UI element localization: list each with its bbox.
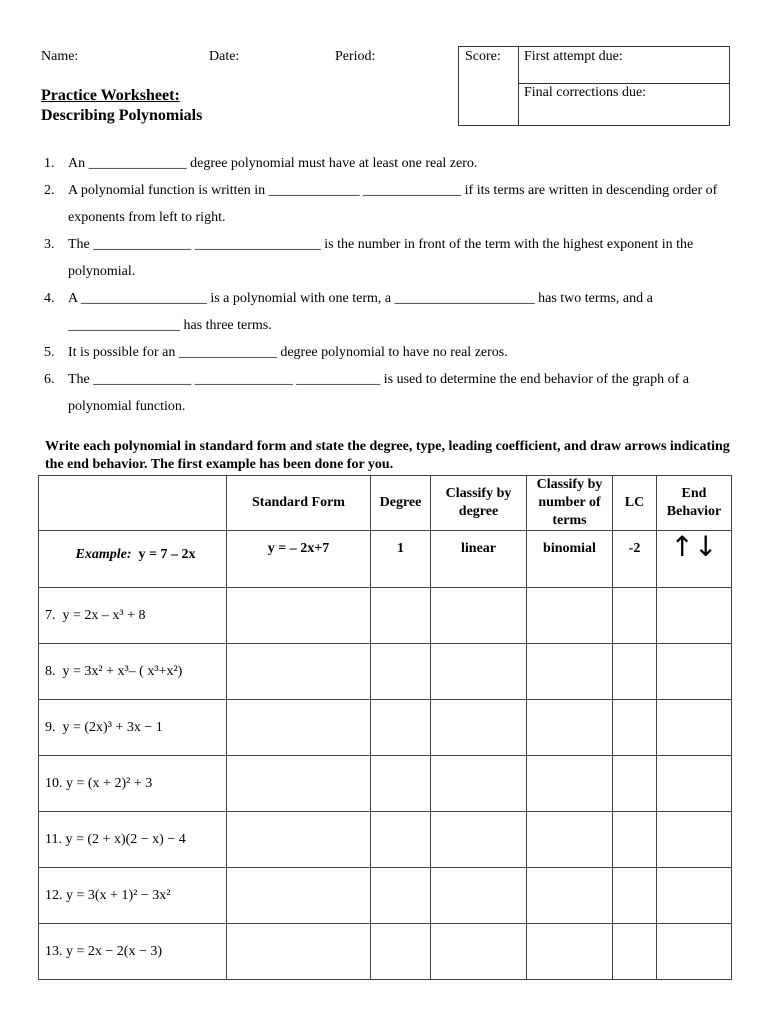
question-number: 3.	[44, 237, 55, 252]
example-row	[39, 531, 732, 588]
question-number: 4.	[44, 291, 55, 306]
example-degree: 1	[371, 531, 431, 588]
answer-cell[interactable]	[613, 588, 657, 644]
question-item	[41, 177, 731, 231]
answer-cell[interactable]	[431, 588, 527, 644]
row-expression	[39, 924, 227, 980]
answer-cell[interactable]	[527, 700, 613, 756]
period-label: Period:	[335, 49, 376, 64]
table-row	[39, 812, 732, 868]
row-expression	[39, 644, 227, 700]
answer-cell[interactable]	[431, 644, 527, 700]
row-poly: y = (x + 2)² + 3	[66, 775, 153, 791]
row-expression	[39, 868, 227, 924]
title-line-1: Practice Worksheet:	[41, 87, 180, 104]
answer-cell[interactable]	[227, 644, 371, 700]
question-number: 1.	[44, 156, 55, 171]
question-item	[41, 231, 731, 285]
answer-cell[interactable]	[657, 588, 732, 644]
answer-cell[interactable]	[527, 868, 613, 924]
answer-cell[interactable]	[613, 700, 657, 756]
first-attempt-cell	[518, 47, 729, 84]
answer-cell[interactable]	[657, 756, 732, 812]
example-standard-form: y = – 2x+7	[227, 531, 371, 588]
answer-cell[interactable]	[657, 924, 732, 980]
answer-cell[interactable]	[371, 588, 431, 644]
example-expression	[39, 531, 227, 588]
question-text: An ______________ degree polynomial must have at least one real zero.	[68, 156, 478, 171]
question-number: 6.	[44, 372, 55, 387]
row-expression	[39, 756, 227, 812]
row-number: 13.	[45, 943, 63, 959]
row-poly: y = 2x – x³ + 8	[62, 607, 146, 623]
answer-cell[interactable]	[613, 756, 657, 812]
row-expression	[39, 588, 227, 644]
row-expression	[39, 812, 227, 868]
answer-cell[interactable]	[431, 868, 527, 924]
answer-cell[interactable]	[371, 644, 431, 700]
row-number: 9.	[45, 719, 56, 735]
row-number: 12.	[45, 887, 63, 903]
example-end-behavior	[657, 531, 732, 588]
answer-cell[interactable]	[527, 588, 613, 644]
row-number: 8.	[45, 663, 56, 679]
table-row	[39, 588, 732, 644]
table-row	[39, 700, 732, 756]
final-corrections-label: Final corrections due:	[524, 85, 647, 100]
answer-cell[interactable]	[227, 812, 371, 868]
row-poly: y = (2x)³ + 3x − 1	[62, 719, 163, 735]
answer-cell[interactable]	[527, 756, 613, 812]
score-box	[458, 46, 730, 126]
answer-cell[interactable]	[227, 588, 371, 644]
row-poly: y = 2x − 2(x − 3)	[66, 943, 163, 959]
answer-cell[interactable]	[227, 700, 371, 756]
table-row	[39, 756, 732, 812]
answer-cell[interactable]	[371, 756, 431, 812]
answer-cell[interactable]	[527, 644, 613, 700]
date-label: Date:	[209, 49, 240, 64]
header-end-behavior: End Behavior	[657, 476, 732, 531]
answer-cell[interactable]	[657, 868, 732, 924]
question-number: 2.	[44, 183, 55, 198]
name-label: Name:	[41, 49, 79, 64]
answer-cell[interactable]	[613, 812, 657, 868]
question-item	[41, 285, 731, 339]
header-degree: Degree	[371, 476, 431, 531]
question-text: A __________________ is a polynomial with one term, a ____________________ has two terms, and a ________________ has three terms.	[68, 291, 653, 333]
example-classify-degree: linear	[431, 531, 527, 588]
row-number: 10.	[45, 775, 63, 791]
table-row	[39, 868, 732, 924]
answer-cell[interactable]	[657, 700, 732, 756]
answer-cell[interactable]	[527, 924, 613, 980]
table-instructions: Write each polynomial in standard form and state the degree, type, leading coefficient, and draw arrows indicating the end behavior. The first example has been done for you.	[45, 439, 730, 472]
header-lc: LC	[613, 476, 657, 531]
first-attempt-label: First attempt due:	[524, 49, 623, 64]
answer-cell[interactable]	[227, 868, 371, 924]
answer-cell[interactable]	[227, 756, 371, 812]
question-text: The ______________ __________________ is the number in front of the term with the highest exponent in the polynomial.	[68, 237, 694, 279]
score-label: Score:	[465, 49, 501, 64]
answer-cell[interactable]	[613, 644, 657, 700]
answer-cell[interactable]	[371, 812, 431, 868]
header-classify-terms: Classify by number of terms	[527, 476, 613, 531]
score-cell	[459, 47, 519, 125]
question-item	[41, 150, 731, 177]
question-text: The ______________ ______________ ____________ is used to determine the end behavior of the graph of a polynomial function.	[68, 372, 689, 414]
answer-cell[interactable]	[371, 924, 431, 980]
polynomial-table	[38, 475, 732, 980]
answer-cell[interactable]	[431, 924, 527, 980]
table-row	[39, 924, 732, 980]
example-classify-terms: binomial	[527, 531, 613, 588]
answer-cell[interactable]	[657, 644, 732, 700]
answer-cell[interactable]	[371, 868, 431, 924]
question-text: It is possible for an ______________ degree polynomial to have no real zeros.	[68, 345, 508, 360]
answer-cell[interactable]	[613, 924, 657, 980]
answer-cell[interactable]	[227, 924, 371, 980]
example-poly: y = 7 – 2x	[138, 547, 196, 562]
answer-cell[interactable]	[371, 700, 431, 756]
question-number: 5.	[44, 345, 55, 360]
question-item	[41, 366, 731, 420]
header-classify-degree: Classify by degree	[431, 476, 527, 531]
answer-cell[interactable]	[431, 756, 527, 812]
row-number: 11.	[45, 831, 62, 847]
title-line-2: Describing Polynomials	[41, 107, 203, 124]
answer-cell[interactable]	[431, 700, 527, 756]
question-list	[41, 150, 731, 420]
header-standard-form: Standard Form	[227, 476, 371, 531]
row-poly: y = (2 + x)(2 − x) − 4	[65, 831, 186, 847]
question-text: A polynomial function is written in _____________ ______________ if its terms are written in descending order of exponents from left to right.	[68, 183, 718, 225]
page-title	[41, 86, 202, 126]
example-lc: -2	[613, 531, 657, 588]
answer-cell[interactable]	[657, 812, 732, 868]
answer-cell[interactable]	[431, 812, 527, 868]
answer-cell[interactable]	[527, 812, 613, 868]
table-row	[39, 644, 732, 700]
table-header-row	[39, 476, 732, 531]
answer-cell[interactable]	[613, 868, 657, 924]
end-behavior-arrows: ↑↓	[670, 530, 718, 563]
row-poly: y = 3x² + x³– ( x³+x²)	[62, 663, 183, 679]
row-expression	[39, 700, 227, 756]
row-number: 7.	[45, 607, 56, 623]
row-poly: y = 3(x + 1)² − 3x²	[66, 887, 171, 903]
question-item	[41, 339, 731, 366]
example-label: Example:	[75, 547, 132, 562]
header-expression	[39, 476, 227, 531]
